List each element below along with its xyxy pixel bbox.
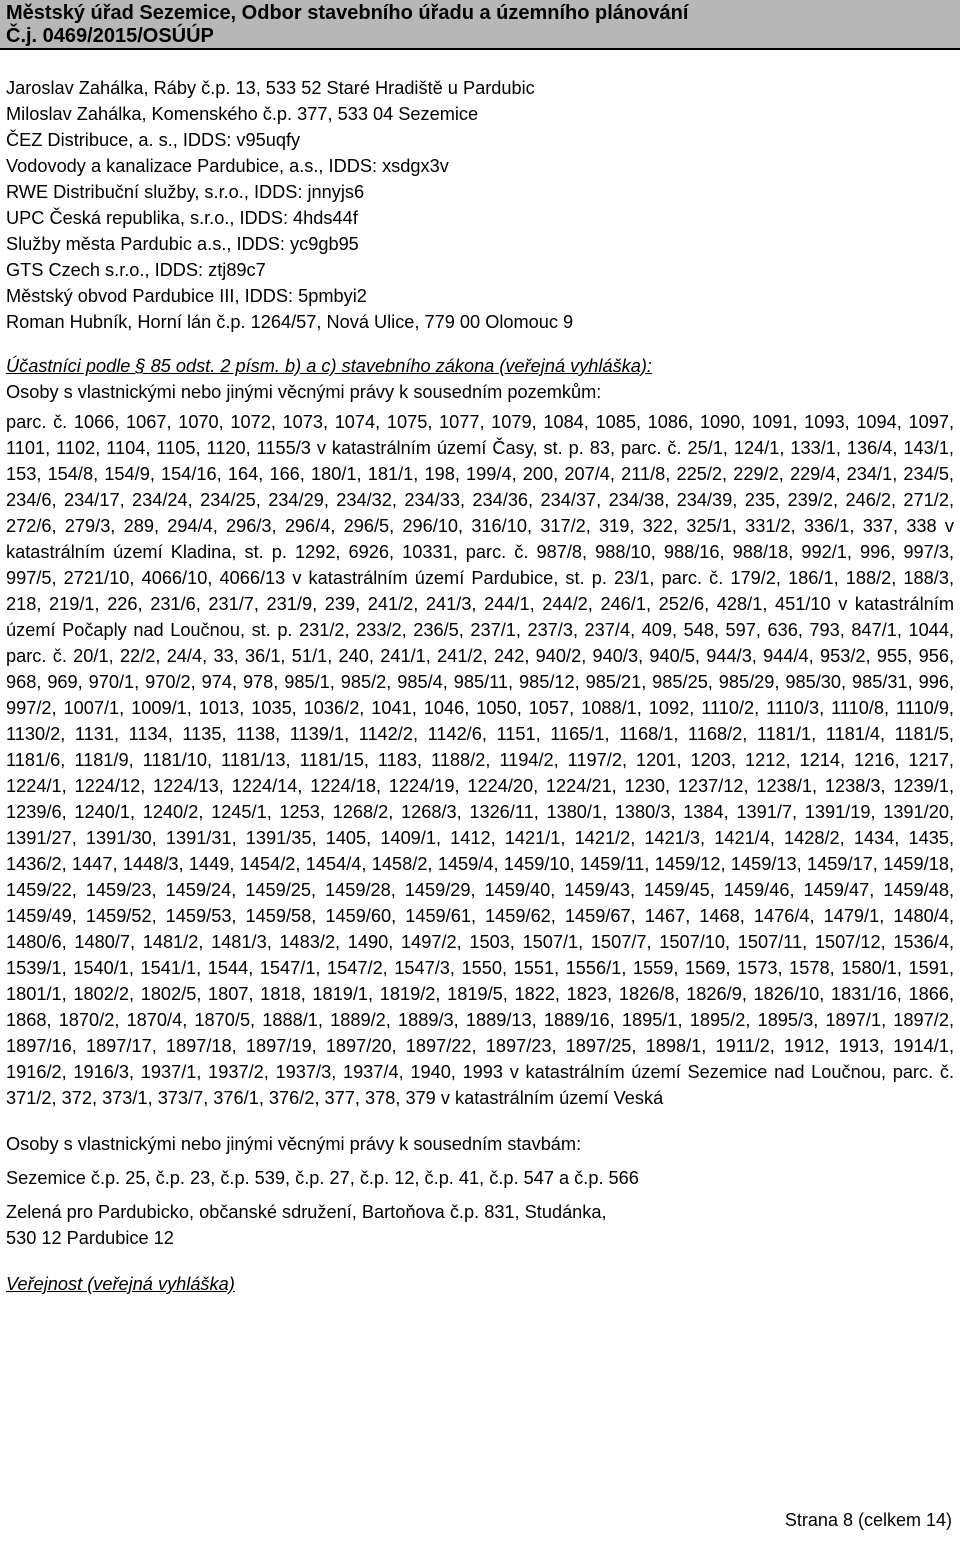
recipient-list: [6, 75, 954, 335]
recipient-line: RWE Distribuční služby, s.r.o., IDDS: jnnyjs6: [6, 182, 365, 202]
association-line: Zelená pro Pardubicko, občanské sdružení, Bartoňova č.p. 831, Studánka,: [6, 1202, 607, 1222]
building-owners-heading: Osoby s vlastnickými nebo jinými věcnými právy k sousedním stavbám:: [6, 1134, 582, 1154]
page-number: Strana 8 (celkem 14): [784, 1510, 952, 1530]
buildings-line: Sezemice č.p. 25, č.p. 23, č.p. 539, č.p. 27, č.p. 12, č.p. 41, č.p. 547 a č.p. 566: [6, 1168, 639, 1188]
recipient-line: Vodovody a kanalizace Pardubice, a.s., IDDS: xsdgx3v: [6, 156, 449, 176]
document-body: [6, 75, 954, 1297]
recipient-line: UPC Česká republika, s.r.o., IDDS: 4hds44f: [6, 208, 358, 228]
parcels-paragraph: parc. č. 1066, 1067, 1070, 1072, 1073, 1074, 1075, 1077, 1079, 1084, 1085, 1086, 1090, 1091, 1093, 1094, 1097, 1101, 1102, 1104, 1105, 1120, 1155/3 v katastrálním území Časy, st. p. 83, parc. č. 25/1, 124/1, 133/1, 136/4, 143/1, 153, 154/8, 154/9, 154/16, 164, 166, 180/1, 181/1, 198, 199/4, 200, 207/4, 211/8, 225/2, 229/2, 229/4, 234/1, 234/5, 234/6, 234/17, 234/24, 234/25, 234/29, 234/32, 234/33, 234/36, 234/37, 234/38, 234/39, 235, 239/2, 246/2, 271/2, 272/6, 279/3, 289, 294/4, 296/3, 296/4, 296/5, 296/10, 316/10, 317/2, 319, 322, 325/1, 331/2, 336/1, 337, 338 v katastrálním území Kladina, st. p. 1292, 6926, 10331, parc. č. 987/8, 988/10, 988/16, 988/18, 992/1, 996, 997/3, 997/5, 2721/10, 4066/10, 4066/13 v katastrálním území Pardubice, st. p. 23/1, parc. č. 179/2, 186/1, 188/2, 188/3, 218, 219/1, 226, 231/6, 231/7, 231/9, 239, 241/2, 241/3, 244/1, 244/2, 246/1, 252/6, 428/1, 451/10 v katastrálním území Počaply nad Loučnou, st. p. 231/2, 233/2, 236/5, 237/1, 237/3, 237/4, 409, 548, 597, 636, 793, 847/1, 1044, parc. č. 20/1, 22/2, 24/4, 33, 36/1, 51/1, 240, 241/1, 241/2, 242, 940/2, 940/3, 940/5, 944/3, 944/4, 953/2, 955, 956, 968, 969, 970/1, 970/2, 974, 978, 985/1, 985/2, 985/4, 985/11, 985/12, 985/21, 985/25, 985/29, 985/30, 985/31, 996, 997/2, 1007/1, 1009/1, 1013, 1035, 1036/2, 1041, 1046, 1050, 1057, 1088/1, 1092, 1110/2, 1110/3, 1110/8, 1110/9, 1130/2, 1131, 1134, 1135, 1138, 1139/1, 1142/2, 1142/6, 1151, 1165/1, 1168/1, 1168/2, 1181/1, 1181/4, 1181/5, 1181/6, 1181/9, 1181/10, 1181/13, 1181/15, 1183, 1188/2, 1194/2, 1197/2, 1201, 1203, 1212, 1214, 1216, 1217, 1224/1, 1224/12, 1224/13, 1224/14, 1224/18, 1224/19, 1224/20, 1224/21, 1230, 1237/12, 1238/1, 1238/3, 1239/1, 1239/6, 1240/1, 1240/2, 1245/1, 1253, 1268/2, 1268/3, 1326/11, 1380/1, 1380/3, 1384, 1391/7, 1391/19, 1391/20, 1391/27, 1391/30, 1391/31, 1391/35, 1405, 1409/1, 1412, 1421/1, 1421/2, 1421/3, 1421/4, 1428/2, 1434, 1435, 1436/2, 1447, 1448/3, 1449, 1454/2, 1454/4, 1458/2, 1459/4, 1459/10, 1459/11, 1459/12, 1459/13, 1459/17, 1459/18, 1459/22, 1459/23, 1459/24, 1459/25, 1459/28, 1459/29, 1459/40, 1459/43, 1459/45, 1459/46, 1459/47, 1459/48, 1459/49, 1459/52, 1459/53, 1459/58, 1459/60, 1459/61, 1459/62, 1459/67, 1467, 1468, 1476/4, 1479/1, 1480/4, 1480/6, 1480/7, 1481/2, 1481/3, 1483/2, 1490, 1497/2, 1503, 1507/1, 1507/7, 1507/10, 1507/11, 1507/12, 1536/4, 1539/1, 1540/1, 1541/1, 1544, 1547/1, 1547/2, 1547/3, 1550, 1551, 1556/1, 1559, 1569, 1573, 1578, 1580/1, 1591, 1801/1, 1802/2, 1802/5, 1807, 1818, 1819/1, 1819/2, 1819/5, 1822, 1823, 1826/8, 1826/9, 1826/10, 1831/16, 1866, 1868, 1870/2, 1870/4, 1870/5, 1888/1, 1889/2, 1889/3, 1889/13, 1889/16, 1895/1, 1895/2, 1895/3, 1897/1, 1897/2, 1897/16, 1897/17, 1897/18, 1897/19, 1897/20, 1897/22, 1897/23, 1897/25, 1898/1, 1911/2, 1912, 1913, 1914/1, 1916/2, 1916/3, 1937/1, 1937/2, 1937/3, 1937/4, 1940, 1993 v katastrálním území Sezemice nad Loučnou, parc. č. 371/2, 372, 373/1, 373/7, 376/1, 376/2, 377, 378, 379 v katastrálním území Veská: [6, 412, 954, 1108]
recipient-line: ČEZ Distribuce, a. s., IDDS: v95uqfy: [6, 130, 301, 150]
reference-number: Č.j. 0469/2015/OSÚÚP: [6, 25, 214, 47]
recipient-line: Městský obvod Pardubice III, IDDS: 5pmbyi2: [6, 286, 367, 306]
participants-heading: Účastníci podle § 85 odst. 2 písm. b) a c) stavebního zákona (veřejná vyhláška):: [6, 356, 652, 376]
association-address: 530 12 Pardubice 12: [6, 1228, 174, 1248]
office-title: Městský úřad Sezemice, Odbor stavebního úřadu a územního plánování: [6, 2, 689, 24]
land-owners-heading: Osoby s vlastnickými nebo jinými věcnými právy k sousedním pozemkům:: [6, 382, 602, 402]
recipient-line: Služby města Pardubic a.s., IDDS: yc9gb95: [6, 234, 359, 254]
recipient-line: GTS Czech s.r.o., IDDS: ztj89c7: [6, 260, 266, 280]
recipient-line: Jaroslav Zahálka, Ráby č.p. 13, 533 52 Staré Hradiště u Pardubic: [6, 78, 535, 98]
recipient-line: Roman Hubník, Horní lán č.p. 1264/57, Nová Ulice, 779 00 Olomouc 9: [6, 312, 574, 332]
public-heading: Veřejnost (veřejná vyhláška): [6, 1274, 235, 1294]
page-header: [0, 0, 960, 50]
recipient-line: Miloslav Zahálka, Komenského č.p. 377, 533 04 Sezemice: [6, 104, 479, 124]
